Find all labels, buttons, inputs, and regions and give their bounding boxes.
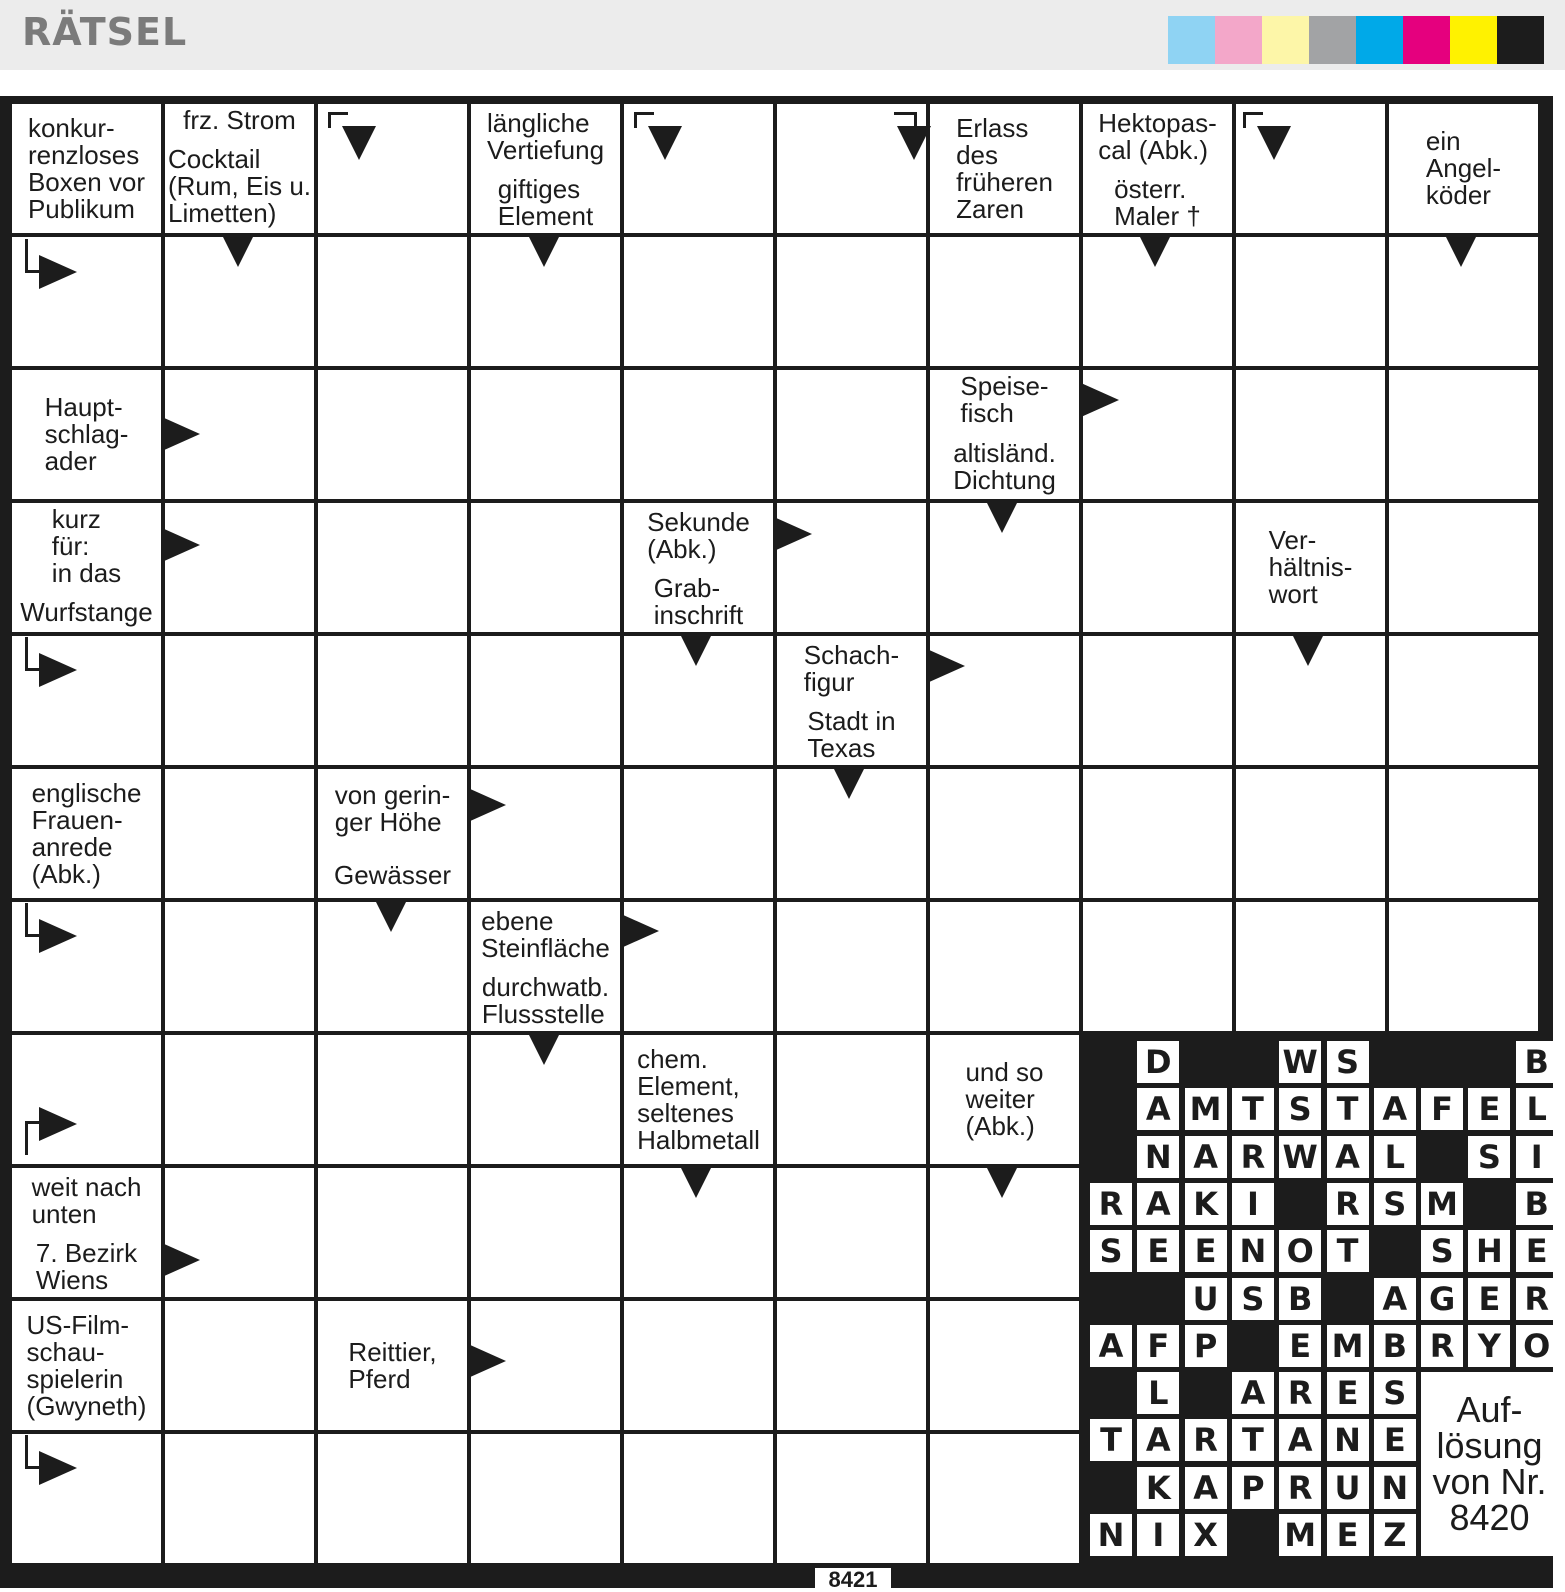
clue-text-englische: englische Frauen- anrede (Abk.) bbox=[31, 777, 142, 889]
clue-text-stadt_texas: Stadt in Texas bbox=[807, 706, 896, 763]
grid-cell[interactable] bbox=[1083, 503, 1232, 632]
clue-text-hauptschlag: Haupt- schlag- ader bbox=[44, 392, 129, 476]
grid-cell[interactable] bbox=[777, 902, 926, 1031]
solution-letter: S bbox=[1468, 1136, 1510, 1178]
clue-cell-boxen bbox=[12, 104, 161, 233]
solution-letter: S bbox=[1090, 1230, 1132, 1272]
solution-letter: U bbox=[1327, 1467, 1369, 1509]
grid-cell[interactable] bbox=[318, 503, 467, 632]
solution-letter: A bbox=[1374, 1088, 1416, 1130]
solution-letter: T bbox=[1232, 1088, 1274, 1130]
solution-letter: A bbox=[1090, 1325, 1132, 1367]
arrow-right-icon bbox=[468, 1344, 506, 1378]
clue-cell-speisefisch bbox=[930, 370, 1079, 430]
solution-letter: P bbox=[1232, 1467, 1274, 1509]
arrow-down-icon bbox=[1444, 233, 1478, 267]
grid-cell[interactable] bbox=[318, 370, 467, 499]
bend-arrow-icon bbox=[25, 239, 28, 273]
clue-text-giftiges: giftiges Element bbox=[497, 174, 594, 231]
solution-letter: F bbox=[1421, 1088, 1463, 1130]
arrow-down-icon bbox=[679, 1164, 713, 1198]
bend-arrow-head-icon bbox=[897, 126, 931, 160]
clue-cell-bezirk bbox=[12, 1237, 161, 1297]
solution-letter: S bbox=[1374, 1372, 1416, 1414]
swatch-2 bbox=[1262, 16, 1309, 64]
grid-cell[interactable] bbox=[777, 1434, 926, 1563]
grid-cell[interactable] bbox=[165, 1035, 314, 1164]
solution-letter: A bbox=[1137, 1183, 1179, 1225]
clue-cell-weit_unten bbox=[12, 1168, 161, 1233]
grid-cell[interactable] bbox=[1389, 636, 1538, 765]
grid-cell[interactable] bbox=[1389, 769, 1538, 898]
solution-letter: A bbox=[1279, 1419, 1321, 1461]
clue-text-wurfstange: Wurfstange bbox=[20, 597, 153, 627]
clue-text-boxen: konkur- renzloses Boxen vor Publikum bbox=[27, 112, 146, 224]
bend-arrow-head-icon bbox=[648, 126, 682, 160]
solution-letter: R bbox=[1090, 1183, 1132, 1225]
swatch-0 bbox=[1168, 16, 1215, 64]
solution-letter: I bbox=[1137, 1514, 1179, 1556]
solution-letter: H bbox=[1468, 1230, 1510, 1272]
grid-cell[interactable] bbox=[1389, 370, 1538, 499]
solution-letter: R bbox=[1279, 1372, 1321, 1414]
solution-letter: A bbox=[1137, 1088, 1179, 1130]
clue-text-weit_unten: weit nach unten bbox=[31, 1171, 142, 1229]
solution-letter: B bbox=[1516, 1183, 1558, 1225]
swatch-1 bbox=[1215, 16, 1262, 64]
bend-arrow-icon bbox=[25, 1121, 28, 1155]
page-header bbox=[0, 0, 1565, 70]
clue-cell-chem bbox=[624, 1035, 773, 1164]
solution-letter: B bbox=[1516, 1041, 1558, 1083]
clue-text-bezirk: 7. Bezirk Wiens bbox=[35, 1238, 138, 1295]
grid-cell[interactable] bbox=[1236, 104, 1385, 233]
grid-cell[interactable] bbox=[777, 1168, 926, 1297]
arrow-right-icon bbox=[468, 788, 506, 822]
solution-letter: Z bbox=[1374, 1514, 1416, 1556]
clue-cell-verhaeltnis bbox=[1236, 503, 1385, 632]
solution-letter: X bbox=[1185, 1514, 1227, 1556]
arrow-right-icon bbox=[774, 517, 812, 551]
solution-letter: L bbox=[1374, 1136, 1416, 1178]
clue-cell-reittier bbox=[318, 1301, 467, 1430]
grid-cell[interactable] bbox=[624, 104, 773, 233]
solution-caption: Auf- lösung von Nr. 8420 bbox=[1421, 1372, 1558, 1556]
clue-text-frz_strom: frz. Strom bbox=[183, 104, 296, 135]
arrow-down-icon bbox=[527, 1031, 561, 1065]
solution-letter: E bbox=[1374, 1419, 1416, 1461]
clue-text-hektopascal: Hektopas- cal (Abk.) bbox=[1098, 107, 1217, 165]
grid-cell[interactable] bbox=[165, 902, 314, 1031]
arrow-right-icon bbox=[162, 417, 200, 451]
grid-cell[interactable] bbox=[777, 104, 926, 233]
solution-letter: E bbox=[1468, 1088, 1510, 1130]
solution-letter: O bbox=[1279, 1230, 1321, 1272]
solution-letter: L bbox=[1137, 1372, 1179, 1414]
arrow-down-icon bbox=[1138, 233, 1172, 267]
solution-letter: R bbox=[1232, 1136, 1274, 1178]
grid-cell[interactable] bbox=[318, 237, 467, 366]
solution-letter: W bbox=[1279, 1041, 1321, 1083]
grid-cell[interactable] bbox=[318, 104, 467, 233]
grid-cell[interactable] bbox=[930, 1434, 1079, 1563]
grid-cell[interactable] bbox=[471, 503, 620, 632]
grid-cell[interactable] bbox=[1236, 769, 1385, 898]
arrow-right-icon bbox=[927, 649, 965, 683]
clue-cell-sekunde bbox=[624, 503, 773, 568]
grid-cell[interactable] bbox=[624, 1434, 773, 1563]
clue-text-chem: chem. Element, seltenes Halbmetall bbox=[637, 1043, 760, 1155]
bend-arrow-icon bbox=[25, 903, 28, 937]
solution-letter: N bbox=[1327, 1419, 1369, 1461]
clue-cell-gewaesser bbox=[318, 852, 467, 898]
arrow-down-icon bbox=[832, 765, 866, 799]
solution-letter: I bbox=[1516, 1136, 1558, 1178]
bend-arrow-icon bbox=[634, 112, 637, 128]
solution-letter: P bbox=[1185, 1325, 1227, 1367]
swatch-7 bbox=[1497, 16, 1544, 64]
solution-letter: S bbox=[1279, 1088, 1321, 1130]
arrow-down-icon bbox=[985, 1164, 1019, 1198]
solution-letter: N bbox=[1137, 1136, 1179, 1178]
puzzle-number: 8421 bbox=[815, 1568, 891, 1588]
arrow-right-icon bbox=[621, 914, 659, 948]
clue-cell-wurfstange bbox=[12, 593, 161, 632]
arrow-down-icon bbox=[221, 233, 255, 267]
bend-arrow-head-icon bbox=[39, 653, 77, 687]
solution-letter: E bbox=[1516, 1230, 1558, 1272]
bend-arrow-head-icon bbox=[342, 126, 376, 160]
solution-letter: E bbox=[1279, 1325, 1321, 1367]
solution-letter: R bbox=[1516, 1278, 1558, 1320]
arrow-down-icon bbox=[527, 233, 561, 267]
clue-text-gewaesser: Gewässer bbox=[333, 859, 452, 890]
solution-letter: N bbox=[1374, 1467, 1416, 1509]
clue-text-speisefisch: Speise- fisch bbox=[960, 371, 1049, 428]
solution-letter: A bbox=[1185, 1136, 1227, 1178]
grid-cell[interactable] bbox=[165, 1168, 314, 1297]
clue-text-grabinschrift: Grab- inschrift bbox=[653, 573, 744, 630]
clue-text-cocktail: Cocktail (Rum, Eis u. Limetten) bbox=[167, 144, 312, 228]
swatch-4 bbox=[1356, 16, 1403, 64]
clue-text-altislaend: altisländ. Dichtung bbox=[953, 437, 1056, 495]
clue-text-reittier: Reittier, Pferd bbox=[348, 1336, 437, 1394]
grid-cell[interactable] bbox=[777, 237, 926, 366]
grid-cell[interactable] bbox=[624, 1301, 773, 1430]
arrow-right-icon bbox=[1081, 383, 1119, 417]
grid-cell[interactable] bbox=[165, 1434, 314, 1563]
clue-cell-erlass bbox=[930, 104, 1079, 233]
arrow-right-icon bbox=[162, 528, 200, 562]
grid-cell[interactable] bbox=[1083, 636, 1232, 765]
clue-cell-hektopascal bbox=[1083, 104, 1232, 169]
clue-cell-altislaend bbox=[930, 434, 1079, 499]
grid-cell[interactable] bbox=[930, 769, 1079, 898]
grid-cell[interactable] bbox=[12, 902, 161, 1031]
arrow-down-icon bbox=[985, 499, 1019, 533]
grid-cell[interactable] bbox=[777, 370, 926, 499]
grid-cell[interactable] bbox=[1236, 370, 1385, 499]
grid-cell[interactable] bbox=[165, 503, 314, 632]
solution-letter: S bbox=[1232, 1278, 1274, 1320]
clue-cell-geringer_hoehe bbox=[318, 769, 467, 848]
solution-letter: R bbox=[1421, 1325, 1463, 1367]
clue-cell-frz_strom bbox=[165, 104, 314, 136]
solution-letter: Y bbox=[1468, 1325, 1510, 1367]
grid-cell[interactable] bbox=[12, 1434, 161, 1563]
bend-arrow-head-icon bbox=[39, 1107, 77, 1141]
solution-letter: F bbox=[1137, 1325, 1179, 1367]
clue-text-us_film: US-Film- schau- spielerin (Gwyneth) bbox=[26, 1309, 147, 1421]
grid-cell[interactable] bbox=[624, 237, 773, 366]
solution-letter: R bbox=[1327, 1183, 1369, 1225]
grid-cell[interactable] bbox=[930, 1301, 1079, 1430]
solution-letter: O bbox=[1516, 1325, 1558, 1367]
solution-letter: N bbox=[1090, 1514, 1132, 1556]
grid-cell[interactable] bbox=[1389, 503, 1538, 632]
clue-cell-stadt_texas bbox=[777, 705, 926, 765]
solution-letter: E bbox=[1468, 1278, 1510, 1320]
previous-solution-panel bbox=[1087, 1038, 1553, 1588]
grid-cell[interactable] bbox=[165, 1301, 314, 1430]
bend-arrow-icon bbox=[328, 112, 348, 115]
clue-text-geringer_hoehe: von gerin- ger Höhe bbox=[334, 779, 451, 837]
swatch-3 bbox=[1309, 16, 1356, 64]
solution-letter: U bbox=[1185, 1278, 1227, 1320]
grid-cell[interactable] bbox=[318, 1035, 467, 1164]
grid-cell[interactable] bbox=[165, 769, 314, 898]
solution-letter: S bbox=[1327, 1041, 1369, 1083]
bend-arrow-icon bbox=[1243, 112, 1246, 128]
solution-letter: W bbox=[1279, 1136, 1321, 1178]
arrow-right-icon bbox=[162, 1243, 200, 1277]
solution-letter: L bbox=[1516, 1088, 1558, 1130]
solution-letter: S bbox=[1421, 1230, 1463, 1272]
grid-cell[interactable] bbox=[1389, 902, 1538, 1031]
grid-cell[interactable] bbox=[930, 902, 1079, 1031]
clue-text-usw: und so weiter (Abk.) bbox=[965, 1057, 1044, 1141]
grid-cell[interactable] bbox=[318, 1434, 467, 1563]
solution-letter: M bbox=[1327, 1325, 1369, 1367]
clue-cell-kurz bbox=[12, 503, 161, 589]
solution-letter: E bbox=[1137, 1230, 1179, 1272]
bend-arrow-icon bbox=[25, 637, 28, 671]
grid-cell[interactable] bbox=[165, 636, 314, 765]
arrow-down-icon bbox=[374, 898, 408, 932]
solution-letter: T bbox=[1090, 1419, 1132, 1461]
clue-text-kurz: kurz für: in das bbox=[51, 503, 122, 588]
clue-text-oesterr: österr. Maler † bbox=[1114, 174, 1201, 231]
grid-cell[interactable] bbox=[12, 636, 161, 765]
grid-cell[interactable] bbox=[930, 237, 1079, 366]
grid-cell[interactable] bbox=[12, 237, 161, 366]
bend-arrow-head-icon bbox=[39, 1451, 77, 1485]
solution-letter: A bbox=[1185, 1467, 1227, 1509]
clue-cell-schachfigur bbox=[777, 636, 926, 701]
clue-cell-ebene bbox=[471, 902, 620, 967]
swatch-6 bbox=[1450, 16, 1497, 64]
solution-letter: D bbox=[1137, 1041, 1179, 1083]
bend-arrow-icon bbox=[328, 112, 331, 128]
clue-text-ebene: ebene Steinfläche bbox=[481, 905, 610, 963]
grid-cell[interactable] bbox=[1236, 237, 1385, 366]
solution-letter: K bbox=[1137, 1467, 1179, 1509]
solution-letter: A bbox=[1374, 1278, 1416, 1320]
clue-text-angel: ein Angel- köder bbox=[1425, 126, 1502, 210]
grid-cell[interactable] bbox=[471, 1434, 620, 1563]
bend-arrow-head-icon bbox=[1257, 126, 1291, 160]
clue-cell-grabinschrift bbox=[624, 572, 773, 632]
clue-text-sekunde: Sekunde (Abk.) bbox=[647, 506, 750, 564]
clue-cell-laengliche bbox=[471, 104, 620, 169]
solution-letter: B bbox=[1279, 1278, 1321, 1320]
solution-letter: T bbox=[1327, 1230, 1369, 1272]
clue-text-erlass: Erlass des früheren Zaren bbox=[956, 112, 1053, 224]
solution-letter: K bbox=[1185, 1183, 1227, 1225]
solution-letter: E bbox=[1185, 1230, 1227, 1272]
clue-cell-angel bbox=[1389, 104, 1538, 233]
clue-text-laengliche: längliche Vertiefung bbox=[486, 107, 605, 165]
solution-letter: N bbox=[1232, 1230, 1274, 1272]
solution-letter: R bbox=[1279, 1467, 1321, 1509]
grid-cell[interactable] bbox=[318, 1168, 467, 1297]
clue-cell-durchwatb bbox=[471, 971, 620, 1031]
grid-cell[interactable] bbox=[624, 769, 773, 898]
clue-cell-englische bbox=[12, 769, 161, 898]
clue-cell-oesterr bbox=[1083, 173, 1232, 233]
grid-cell[interactable] bbox=[471, 1168, 620, 1297]
bend-arrow-icon bbox=[1243, 112, 1263, 115]
solution-letter: A bbox=[1137, 1419, 1179, 1461]
grid-cell[interactable] bbox=[777, 1301, 926, 1430]
page-title: RÄTSEL bbox=[22, 10, 188, 54]
solution-letter: I bbox=[1232, 1183, 1274, 1225]
swatch-5 bbox=[1403, 16, 1450, 64]
grid-cell[interactable] bbox=[1083, 902, 1232, 1031]
solution-letter: S bbox=[1374, 1183, 1416, 1225]
solution-letter: E bbox=[1327, 1372, 1369, 1414]
bend-arrow-icon bbox=[25, 1435, 28, 1469]
bend-arrow-icon bbox=[634, 112, 654, 115]
solution-letter: A bbox=[1232, 1372, 1274, 1414]
grid-cell[interactable] bbox=[471, 636, 620, 765]
solution-letter: E bbox=[1327, 1514, 1369, 1556]
grid-cell[interactable] bbox=[624, 370, 773, 499]
solution-letter: T bbox=[1327, 1088, 1369, 1130]
color-calibration-strip bbox=[1168, 16, 1544, 64]
bend-arrow-head-icon bbox=[39, 919, 77, 953]
grid-cell[interactable] bbox=[12, 1035, 161, 1164]
grid-cell[interactable] bbox=[777, 1035, 926, 1164]
grid-cell[interactable] bbox=[318, 636, 467, 765]
arrow-down-icon bbox=[1291, 632, 1325, 666]
bend-arrow-icon bbox=[894, 112, 914, 115]
clue-text-verhaeltnis: Ver- hältnis- wort bbox=[1268, 525, 1353, 609]
clue-text-schachfigur: Schach- figur bbox=[803, 639, 900, 697]
clue-cell-usw bbox=[930, 1035, 1079, 1164]
clue-cell-us_film bbox=[12, 1301, 161, 1430]
solution-letter: B bbox=[1374, 1325, 1416, 1367]
bend-arrow-head-icon bbox=[39, 255, 77, 289]
solution-letter: M bbox=[1185, 1088, 1227, 1130]
grid-cell[interactable] bbox=[1083, 769, 1232, 898]
clue-cell-giftiges bbox=[471, 173, 620, 233]
grid-cell[interactable] bbox=[1236, 902, 1385, 1031]
solution-letter: G bbox=[1421, 1278, 1463, 1320]
arrow-down-icon bbox=[679, 632, 713, 666]
solution-letter: R bbox=[1185, 1419, 1227, 1461]
solution-letter: M bbox=[1421, 1183, 1463, 1225]
solution-letter: T bbox=[1232, 1419, 1274, 1461]
solution-letter: M bbox=[1279, 1514, 1321, 1556]
clue-cell-cocktail bbox=[165, 140, 314, 233]
clue-text-durchwatb: durchwatb. Flussstelle bbox=[481, 972, 610, 1029]
grid-cell[interactable] bbox=[471, 370, 620, 499]
clue-cell-hauptschlag bbox=[12, 370, 161, 499]
solution-letter: A bbox=[1327, 1136, 1369, 1178]
